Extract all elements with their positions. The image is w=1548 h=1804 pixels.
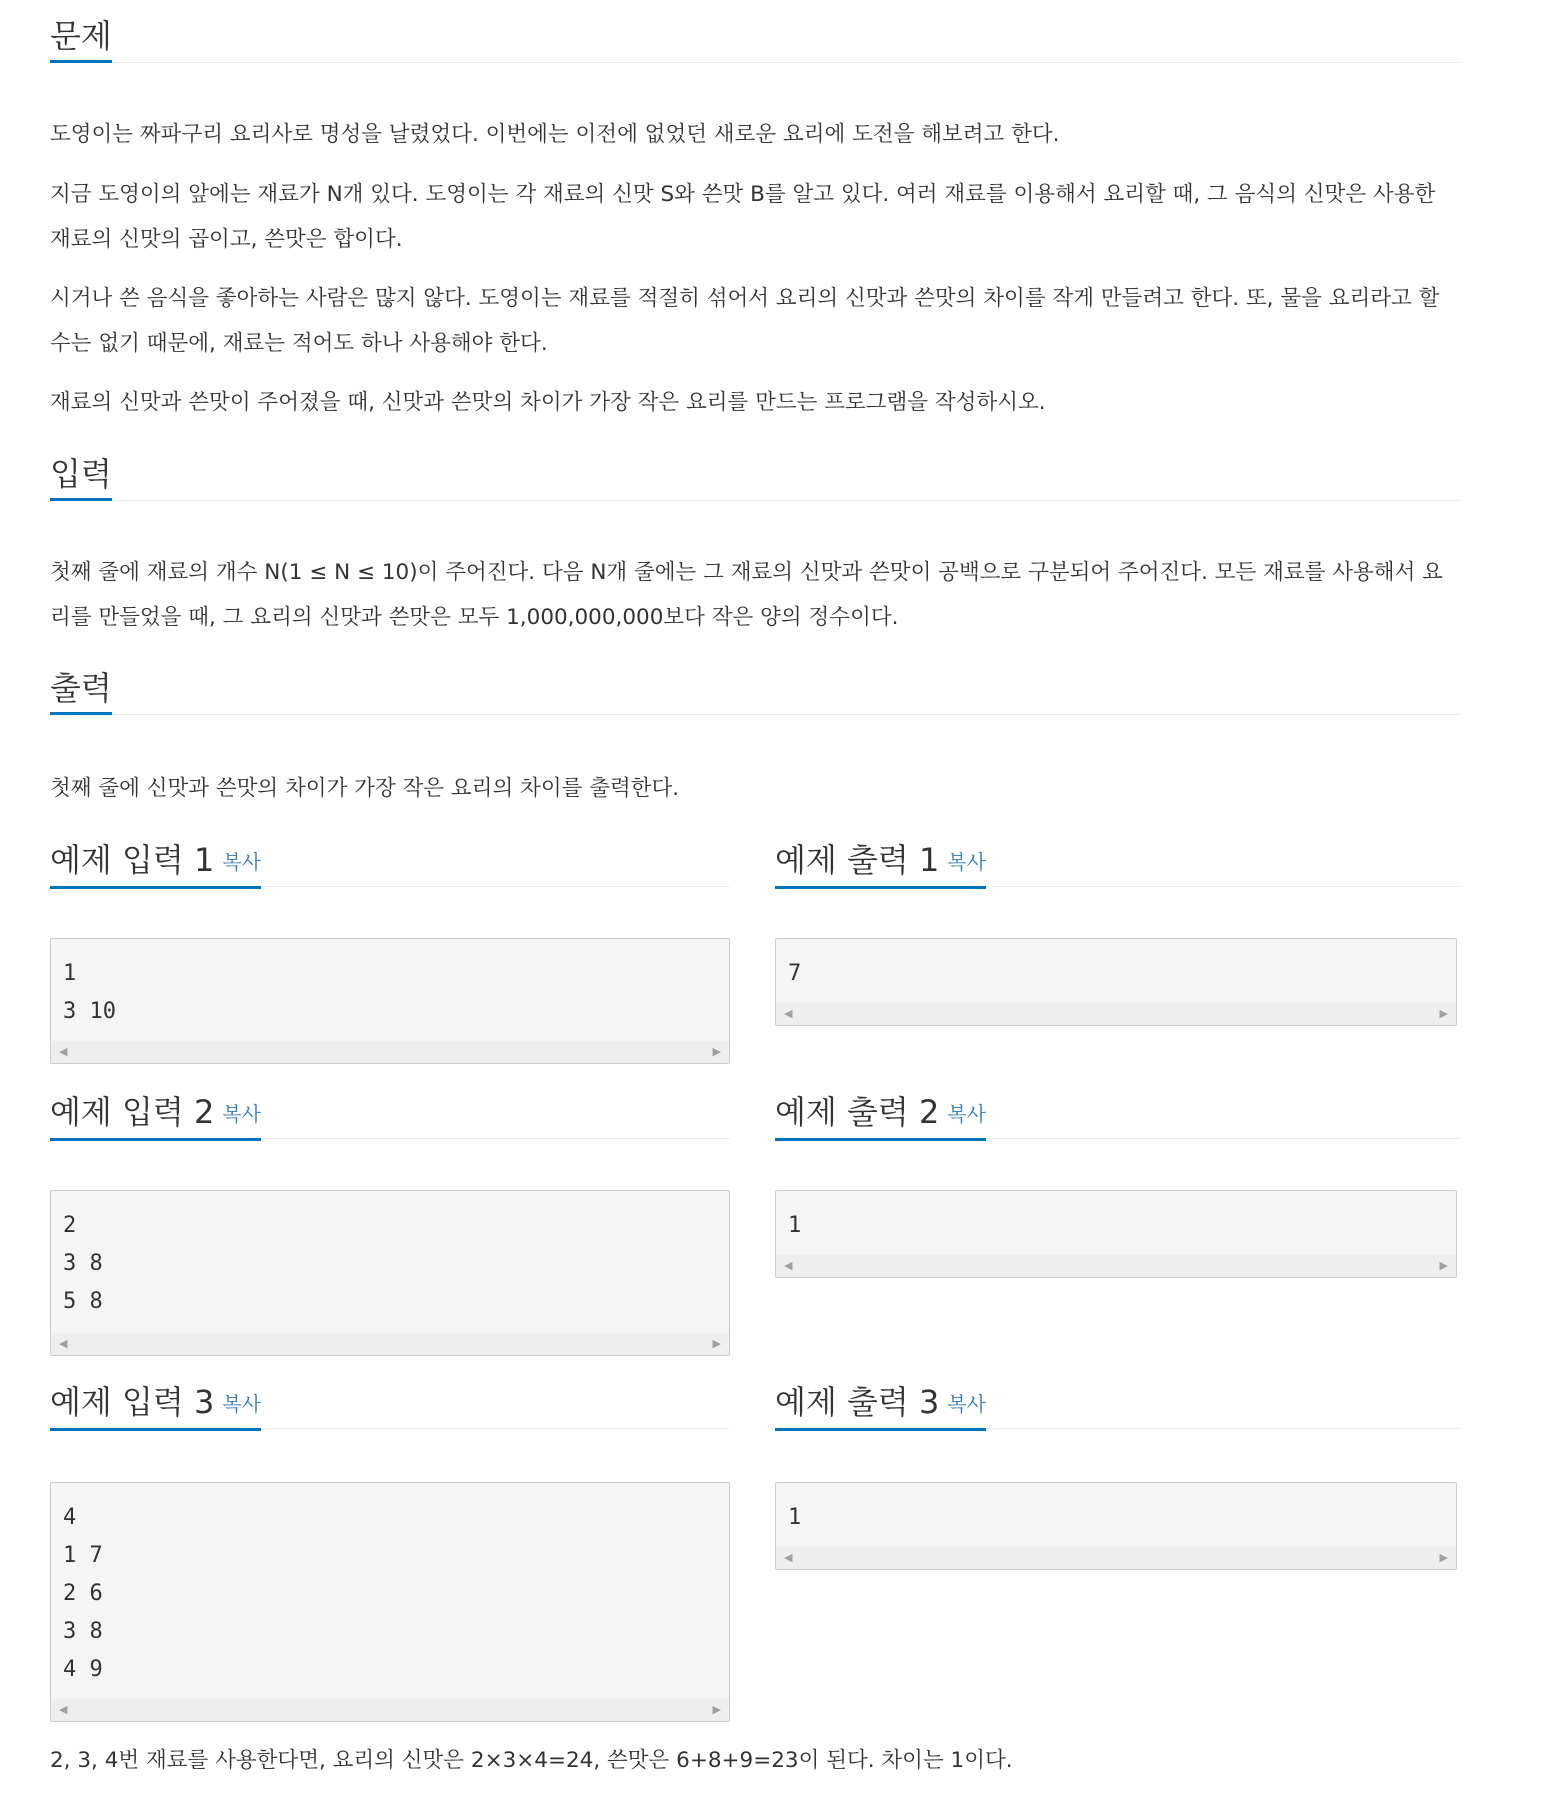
problem-paragraph-3: 시거나 쓴 음식을 좋아하는 사람은 많지 않다. 도영이는 재료를 적절히 섞어서 요리의 신맛과 쓴맛의 차이를 작게 만들려고 한다. 또, 물을 요리라고 할 수는 없기 때문에, 재료는 적어도 하나 사용해야 한다. (50, 286, 1440, 356)
sample-input-2-header (50, 1090, 730, 1139)
sample-output-3-title: 예제 출력 3 (775, 1383, 940, 1421)
sample-output-2-header (775, 1090, 1460, 1139)
problem-paragraph-2: 지금 도영이의 앞에는 재료가 N개 있다. 도영이는 각 재료의 신맛 S와 쓴맛 B를 알고 있다. 여러 재료를 이용해서 요리할 때, 그 음식의 신맛은 사용한 재료의 신맛의 곱이고, 쓴맛은 합이다. (50, 182, 1436, 252)
sample-output-3-text[interactable]: 1 (788, 1505, 802, 1530)
scroll-left-arrow-icon[interactable]: ◀ (784, 1007, 793, 1020)
scroll-left-arrow-icon[interactable]: ◀ (784, 1259, 793, 1272)
sample-input-3-title: 예제 입력 3 (50, 1383, 215, 1421)
output-description: 첫째 줄에 신맛과 쓴맛의 차이가 가장 작은 요리의 차이를 출력한다. (50, 776, 680, 801)
scroll-right-arrow-icon[interactable]: ▶ (1439, 1007, 1448, 1020)
scroll-right-arrow-icon[interactable]: ▶ (712, 1337, 721, 1350)
sample-output-3-box[interactable] (775, 1482, 1457, 1570)
horizontal-scrollbar[interactable] (776, 1255, 1456, 1277)
sample-output-2-text[interactable]: 1 (788, 1213, 802, 1238)
input-description: 첫째 줄에 재료의 개수 N(1 ≤ N ≤ 10)이 주어진다. 다음 N개 줄에는 그 재료의 신맛과 쓴맛이 공백으로 구분되어 주어진다. 모든 재료를 사용해서 요리를 만들었을 때, 그 요리의 신맛과 쓴맛은 모두 1,000,000,000보다 작은 양의 정수이다. (50, 560, 1443, 630)
sample-input-1-box[interactable] (50, 938, 730, 1064)
scroll-right-arrow-icon[interactable]: ▶ (1439, 1259, 1448, 1272)
problem-section-header (50, 14, 1460, 63)
copy-sample-input-2-button[interactable]: 복사 (222, 1102, 261, 1126)
sample-output-1-box[interactable] (775, 938, 1457, 1026)
horizontal-scrollbar[interactable] (51, 1699, 729, 1721)
sample-input-2-title: 예제 입력 2 (50, 1093, 215, 1131)
sample-input-1-text[interactable]: 1 3 10 (63, 961, 116, 1024)
scroll-right-arrow-icon[interactable]: ▶ (712, 1703, 721, 1716)
scroll-left-arrow-icon[interactable]: ◀ (59, 1045, 68, 1058)
scroll-right-arrow-icon[interactable]: ▶ (1439, 1551, 1448, 1564)
sample-input-2-box[interactable] (50, 1190, 730, 1356)
sample-input-3-box[interactable] (50, 1482, 730, 1722)
horizontal-scrollbar[interactable] (776, 1547, 1456, 1569)
sample-input-2-text[interactable]: 2 3 8 5 8 (63, 1213, 103, 1314)
copy-sample-input-1-button[interactable]: 복사 (222, 850, 261, 874)
sample-input-1-header (50, 838, 730, 887)
horizontal-scrollbar[interactable] (51, 1041, 729, 1063)
sample-output-3-header (775, 1380, 1460, 1429)
hint-text: 2, 3, 4번 재료를 사용한다면, 요리의 신맛은 2×3×4=24, 쓴맛은 6+8+9=23이 된다. 차이는 1이다. (50, 1748, 1013, 1773)
horizontal-scrollbar[interactable] (776, 1003, 1456, 1025)
problem-paragraph-1: 도영이는 짜파구리 요리사로 명성을 날렸었다. 이번에는 이전에 없었던 새로운 요리에 도전을 해보려고 한다. (50, 122, 1060, 147)
copy-sample-output-1-button[interactable]: 복사 (947, 850, 986, 874)
output-section-header (50, 666, 1460, 715)
output-title: 출력 (50, 666, 112, 715)
sample-output-1-title: 예제 출력 1 (775, 841, 940, 879)
copy-sample-output-2-button[interactable]: 복사 (947, 1102, 986, 1126)
input-title: 입력 (50, 452, 112, 501)
scroll-left-arrow-icon[interactable]: ◀ (784, 1551, 793, 1564)
scroll-left-arrow-icon[interactable]: ◀ (59, 1337, 68, 1350)
sample-output-1-header (775, 838, 1460, 887)
scroll-right-arrow-icon[interactable]: ▶ (712, 1045, 721, 1058)
input-section-header (50, 452, 1460, 501)
problem-title: 문제 (50, 14, 112, 63)
sample-input-3-header (50, 1380, 730, 1429)
sample-input-3-text[interactable]: 4 1 7 2 6 3 8 4 9 (63, 1505, 103, 1682)
horizontal-scrollbar[interactable] (51, 1333, 729, 1355)
sample-output-1-text[interactable]: 7 (788, 961, 802, 986)
copy-sample-input-3-button[interactable]: 복사 (222, 1392, 261, 1416)
sample-input-1-title: 예제 입력 1 (50, 841, 215, 879)
copy-sample-output-3-button[interactable]: 복사 (947, 1392, 986, 1416)
problem-paragraph-4: 재료의 신맛과 쓴맛이 주어졌을 때, 신맛과 쓴맛의 차이가 가장 작은 요리를 만드는 프로그램을 작성하시오. (50, 390, 1046, 415)
sample-output-2-box[interactable] (775, 1190, 1457, 1278)
scroll-left-arrow-icon[interactable]: ◀ (59, 1703, 68, 1716)
sample-output-2-title: 예제 출력 2 (775, 1093, 940, 1131)
